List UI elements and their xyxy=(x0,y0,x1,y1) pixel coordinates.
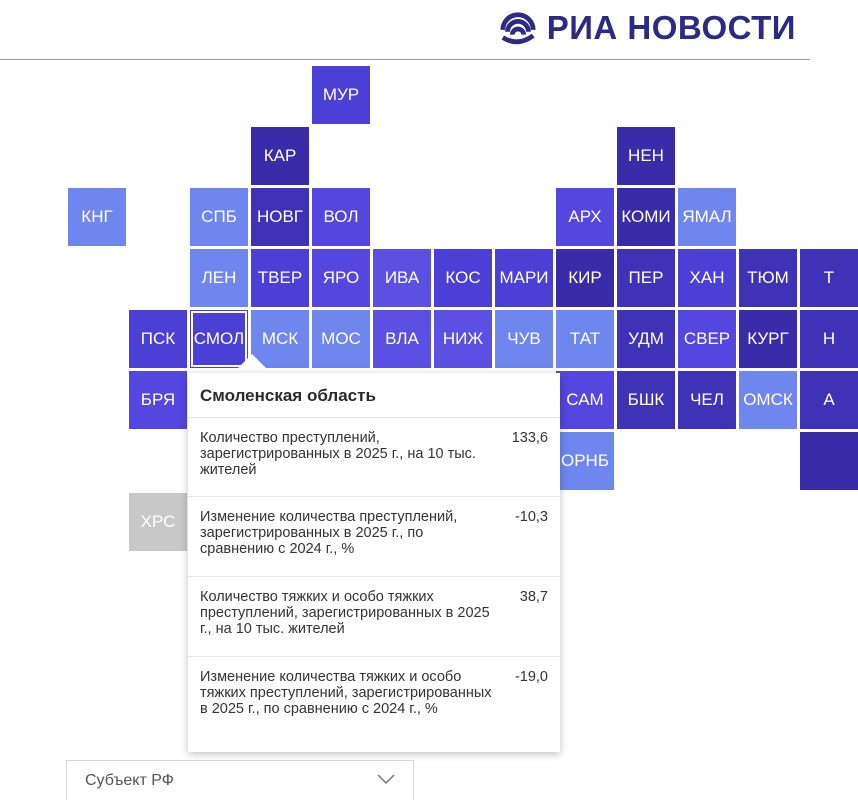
region-tile-бшк[interactable]: БШК xyxy=(617,371,675,429)
tooltip-row-crimes-change xyxy=(188,497,560,577)
region-select[interactable] xyxy=(66,760,414,800)
region-tile-новг[interactable]: НОВГ xyxy=(251,188,309,246)
region-tile-орнб[interactable]: ОРНБ xyxy=(556,432,614,490)
region-tile-смол[interactable]: СМОЛ xyxy=(190,310,248,368)
region-tile-чув[interactable]: ЧУВ xyxy=(495,310,553,368)
region-tile-кург[interactable]: КУРГ xyxy=(739,310,797,368)
region-tile-тат[interactable]: ТАТ xyxy=(556,310,614,368)
region-tile-спб[interactable]: СПБ xyxy=(190,188,248,246)
region-tile-нен[interactable]: НЕН xyxy=(617,127,675,185)
region-tile-мари[interactable]: МАРИ xyxy=(495,249,553,307)
region-select-label: Субъект РФ xyxy=(85,771,174,789)
region-tile-вла[interactable]: ВЛА xyxy=(373,310,431,368)
region-tile-мск[interactable]: МСК xyxy=(251,310,309,368)
row-value: 38,7 xyxy=(519,589,548,605)
region-tile-вол[interactable]: ВОЛ xyxy=(312,188,370,246)
region-tile-edge-2[interactable] xyxy=(800,432,858,490)
chevron-down-icon xyxy=(377,773,395,785)
row-label: Изменение количества преступлений, зарегистрированных в 2025 г., по сравнению с 2024 г., % xyxy=(200,509,458,557)
region-tile-кир[interactable]: КИР xyxy=(556,249,614,307)
brand-name: РИА НОВОСТИ xyxy=(546,9,796,46)
region-tile-кос[interactable]: КОС xyxy=(434,249,492,307)
region-tile-лен[interactable]: ЛЕН xyxy=(190,249,248,307)
region-tile-пск[interactable]: ПСК xyxy=(129,310,187,368)
tooltip-row-grave-crimes-per-10k xyxy=(188,577,560,657)
region-tooltip xyxy=(188,373,560,752)
row-label: Количество тяжких и особо тяжких преступлений, зарегистрированных в 2025 г., на 10 тыс. жителей xyxy=(200,589,490,637)
tooltip-row-grave-crimes-change xyxy=(188,657,560,752)
region-tile-удм[interactable]: УДМ xyxy=(617,310,675,368)
region-tile-пер[interactable]: ПЕР xyxy=(617,249,675,307)
region-tile-ива[interactable]: ИВА xyxy=(373,249,431,307)
region-tile-мур[interactable]: МУР xyxy=(312,66,370,124)
tooltip-title: Смоленская область xyxy=(188,373,560,418)
region-tile-твер[interactable]: ТВЕР xyxy=(251,249,309,307)
region-tile-хрс[interactable]: ХРС xyxy=(129,493,187,551)
region-tile-омск[interactable]: ОМСК xyxy=(739,371,797,429)
row-value: -10,3 xyxy=(514,509,548,525)
region-tile-кар[interactable]: КАР xyxy=(251,127,309,185)
region-tile-н[interactable]: Н xyxy=(800,310,858,368)
region-tile-свер[interactable]: СВЕР xyxy=(678,310,736,368)
region-tile-коми[interactable]: КОМИ xyxy=(617,188,675,246)
region-tile-арх[interactable]: АРХ xyxy=(556,188,614,246)
region-tile-т[interactable]: Т xyxy=(800,249,858,307)
region-tile-яро[interactable]: ЯРО xyxy=(312,249,370,307)
row-label: Изменение количества тяжких и особо тяжких преступлений, зарегистрированных в 2025 г., по сравнению с 2024 г., % xyxy=(200,669,492,717)
region-tile-кнг[interactable]: КНГ xyxy=(68,188,126,246)
row-value: 133,6 xyxy=(511,430,548,446)
region-tile-тюм[interactable]: ТЮМ xyxy=(739,249,797,307)
region-tile-ямал[interactable]: ЯМАЛ xyxy=(678,188,736,246)
region-tile-чел[interactable]: ЧЕЛ xyxy=(678,371,736,429)
row-value: -19,0 xyxy=(514,669,548,685)
region-tile-сам[interactable]: САМ xyxy=(556,371,614,429)
tooltip-pointer xyxy=(233,354,271,373)
region-tile-мос[interactable]: МОС xyxy=(312,310,370,368)
region-tile-бря[interactable]: БРЯ xyxy=(129,371,187,429)
tooltip-row-crimes-per-10k xyxy=(188,418,560,497)
region-tile-хан[interactable]: ХАН xyxy=(678,249,736,307)
row-label: Количество преступлений, зарегистрированных в 2025 г., на 10 тыс. жителей xyxy=(200,430,476,478)
region-tile-а[interactable]: А xyxy=(800,371,858,429)
region-tile-ниж[interactable]: НИЖ xyxy=(434,310,492,368)
